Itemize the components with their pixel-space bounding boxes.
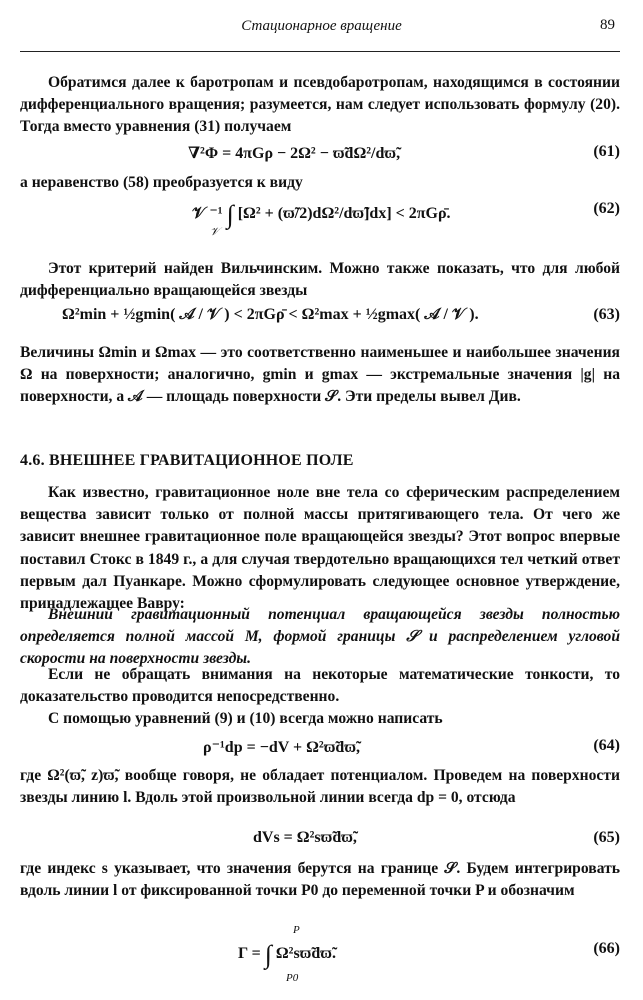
- equation-66: [20, 924, 620, 990]
- integral-sign: ∫: [226, 200, 234, 229]
- paragraph-external-field: Как известно, гравитационное ноле вне тела со сферическим распределением вещества зависит только от полной массы притягивающего тела. От чего же зависит внешнее гравитационное поле вращающейся звезды? Этот вопрос впервые поставил Стокс в 1849 г., а для случая твердотельно вращающихся тел четкий ответ первым дал Пуанкаре. Можно сформулировать следующее основное утверждение, принадлежащее Вавру:: [20, 484, 620, 613]
- equation-62-body: [192, 200, 451, 230]
- equation-64: [20, 737, 620, 761]
- paragraph-quantities: Величины Ωmin и Ωmax — это соответственно наименьшее и наибольшее значения Ω на поверхности; аналогично, gmin и gmax — экстремальные значения |g| на поверхности, а 𝒜 — площадь поверхности 𝒮. Эти пределы вывел Див.: [20, 344, 620, 406]
- equation-62-number: (62): [593, 200, 620, 217]
- paragraph-integration: где индекс s указывает, что значения берутся на границе 𝒮. Будем интегрировать вдоль линии l от фиксированной точки P0 до переменной точки P и обозначим: [20, 860, 620, 900]
- equation-62-lower-limit: 𝒱: [210, 226, 220, 238]
- equation-62-integrand: [Ω² + (ϖ̃/2)dΩ²/dϖ̃]dx] < 2πGρ̄.: [237, 205, 451, 222]
- equation-63-number: (63): [593, 306, 620, 323]
- equation-61: [20, 143, 620, 167]
- equation-66-number: (66): [593, 940, 620, 957]
- header-rule: [20, 51, 620, 52]
- section-heading: 4.6. ВНЕШНЕЕ ГРАВИТАЦИОННОЕ ПОЛЕ: [20, 452, 354, 469]
- equation-66-integrand: Ω²sϖ̃dϖ̃.: [275, 945, 336, 962]
- equation-63-body: Ω²min + ½gmin( 𝒜 / 𝒱 ) < 2πGρ̄ < Ω²max + ½gmax( 𝒜 / 𝒱 ).: [62, 306, 479, 323]
- equation-61-number: (61): [593, 143, 620, 160]
- equation-66-upper-limit: P: [293, 924, 300, 936]
- paragraph-criterion: Этот критерий найден Вильчинским. Можно также показать, что для любой дифференциально вращающейся звезды: [20, 260, 620, 300]
- paragraph-equations-ref: С помощью уравнений (9) и (10) всегда можно написать: [48, 710, 443, 727]
- paragraph-theorem: Внешний гравитационный потенциал вращающейся звезды полностью определяется полной массой M, формой границы 𝒮 и распределением угловой скорости на поверхности звезды.: [20, 606, 620, 668]
- equation-62-prefactor: 𝒱 ⁻¹: [192, 205, 223, 222]
- equation-66-lhs: Γ =: [238, 945, 261, 962]
- equation-63: [20, 306, 620, 330]
- equation-64-body: ρ⁻¹dp = −dV + Ω²ϖ̃dϖ̃,: [203, 739, 361, 756]
- paragraph-inequality-intro: а неравенство (58) преобразуется к виду: [20, 174, 303, 191]
- equation-65-number: (65): [593, 829, 620, 846]
- equation-66-lower-limit: P0: [286, 972, 299, 984]
- equation-65-body: dVs = Ω²sϖ̃dϖ̃,: [253, 829, 357, 846]
- integral-sign: ∫: [264, 940, 272, 969]
- equation-65: [20, 829, 620, 853]
- equation-66-body: [238, 940, 336, 970]
- paragraph-proof-note: Если не обращать внимания на некоторые математические тонкости, то доказательство проводится непосредственно.: [20, 666, 620, 706]
- equation-64-number: (64): [593, 737, 620, 754]
- paragraph-differential-rotation: Обратимся далее к баротропам и псевдобаротропам, находящимся в состоянии дифференциального вращения; разумеется, нам следует использовать формулу (20). Тогда вместо уравнения (31) получаем: [20, 74, 620, 136]
- equation-61-body: ∇²Φ = 4πGρ − 2Ω² − ϖ̃dΩ²/dϖ̃,: [188, 145, 401, 162]
- running-header-title: Стационарное вращение: [241, 18, 402, 34]
- paragraph-surface-line: где Ω²(ϖ̃, z)ϖ̃, вообще говоря, не обладает потенциалом. Проведем на поверхности звезды линию l. Вдоль этой произвольной линии всегда dp = 0, отсюда: [20, 767, 620, 807]
- page-number: 89: [600, 17, 615, 33]
- equation-62: [20, 200, 620, 246]
